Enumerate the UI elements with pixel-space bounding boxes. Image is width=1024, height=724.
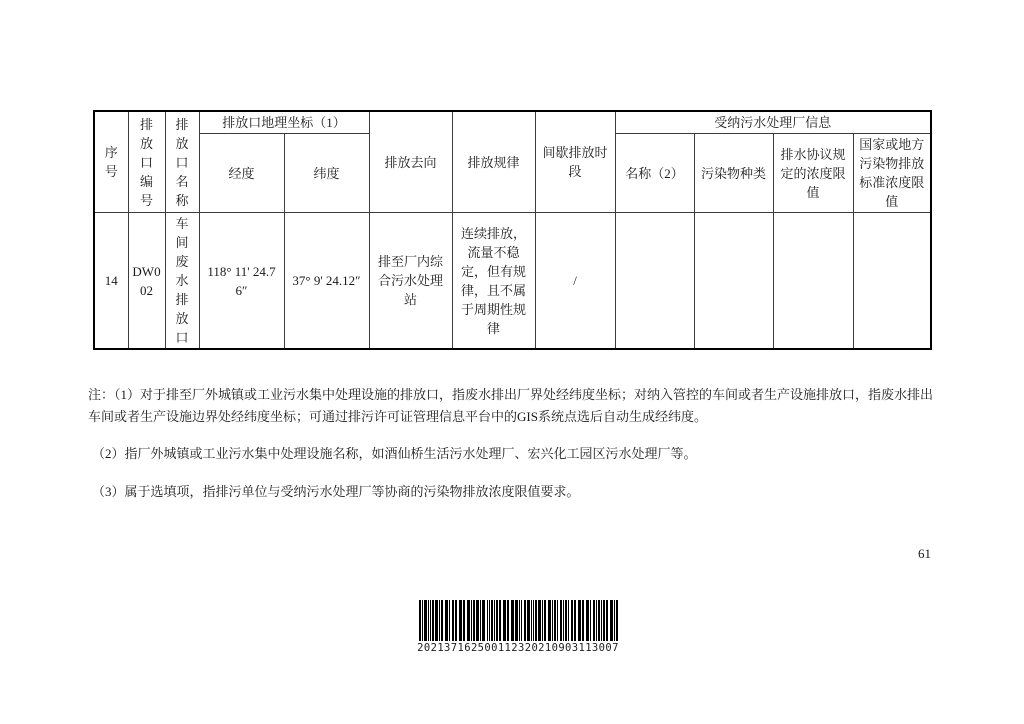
- header-plant-name: 名称（2）: [615, 134, 694, 213]
- cell-outlet-name-value: 车间废水排放口: [175, 216, 189, 345]
- page-number: 61: [918, 546, 931, 561]
- cell-discharge-direction: 排至厂内综合污水处理站: [369, 213, 452, 350]
- barcode-bars: [416, 600, 620, 641]
- header-outlet-no-label: 排放口编号: [139, 116, 153, 208]
- barcode: [416, 600, 620, 654]
- header-seq: [94, 111, 128, 213]
- header-geo-coordinates: 排放口地理坐标（1）: [199, 111, 369, 134]
- header-outlet-name: [165, 111, 199, 213]
- cell-outlet-name: [165, 213, 199, 350]
- header-receiving-plant-info: 受纳污水处理厂信息: [615, 111, 931, 134]
- header-pollutant-type: 污染物种类: [694, 134, 773, 213]
- footnote-1-line-1: 注：（1）对于排至厂外城镇或工业污水集中处理设施的排放口，指废水排出厂界处经纬度坐标；对纳入管控的车间或者生产设施排放口，指废水排出: [88, 387, 934, 402]
- header-agreement-limit: 排水协议规定的浓度限值: [773, 134, 853, 213]
- cell-pollutant-type: [694, 213, 773, 350]
- cell-longitude: 118° 11' 24.76″: [199, 213, 284, 350]
- table-header-row-1: [94, 111, 931, 134]
- header-discharge-direction: 排放去向: [369, 111, 452, 213]
- footnote-3: （3）属于选填项，指排污单位与受纳污水处理厂等协商的污染物排放浓度限值要求。: [92, 484, 580, 499]
- cell-standard-limit: [853, 213, 931, 350]
- cell-latitude: 37° 9' 24.12″: [284, 213, 369, 350]
- outlet-table: [93, 110, 932, 350]
- header-standard-limit: 国家或地方污染物排放标准浓度限值: [853, 134, 931, 213]
- footnotes: [88, 384, 988, 503]
- footnote-1-line-2: 车间或者生产设施边界处经纬度坐标；可通过排污许可证管理信息平台中的GIS系统点选后自动生成经纬度。: [88, 409, 707, 424]
- header-intermittent-period: 间歇排放时段: [535, 111, 615, 213]
- footnote-2: （2）指厂外城镇或工业污水集中处理设施名称，如酒仙桥生活污水处理厂、宏兴化工园区污水处理厂等。: [92, 446, 697, 461]
- barcode-text: 202137162500112320210903113007: [417, 642, 619, 654]
- cell-outlet-no-value: DW002: [132, 263, 161, 298]
- table-data-row: [94, 213, 931, 350]
- cell-agreement-limit: [773, 213, 853, 350]
- header-seq-label: 序号: [104, 145, 118, 179]
- header-outlet-no: [128, 111, 165, 213]
- header-outlet-name-label: 排放口名称: [175, 116, 189, 208]
- cell-outlet-no: [128, 213, 165, 350]
- cell-seq: 14: [94, 213, 128, 350]
- header-longitude: 经度: [199, 134, 284, 213]
- cell-intermittent-period: /: [535, 213, 615, 350]
- header-latitude: 纬度: [284, 134, 369, 213]
- cell-plant-name: [615, 213, 694, 350]
- header-discharge-pattern: 排放规律: [452, 111, 535, 213]
- cell-discharge-pattern: 连续排放，流量不稳定，但有规律，且不属于周期性规律: [452, 213, 535, 350]
